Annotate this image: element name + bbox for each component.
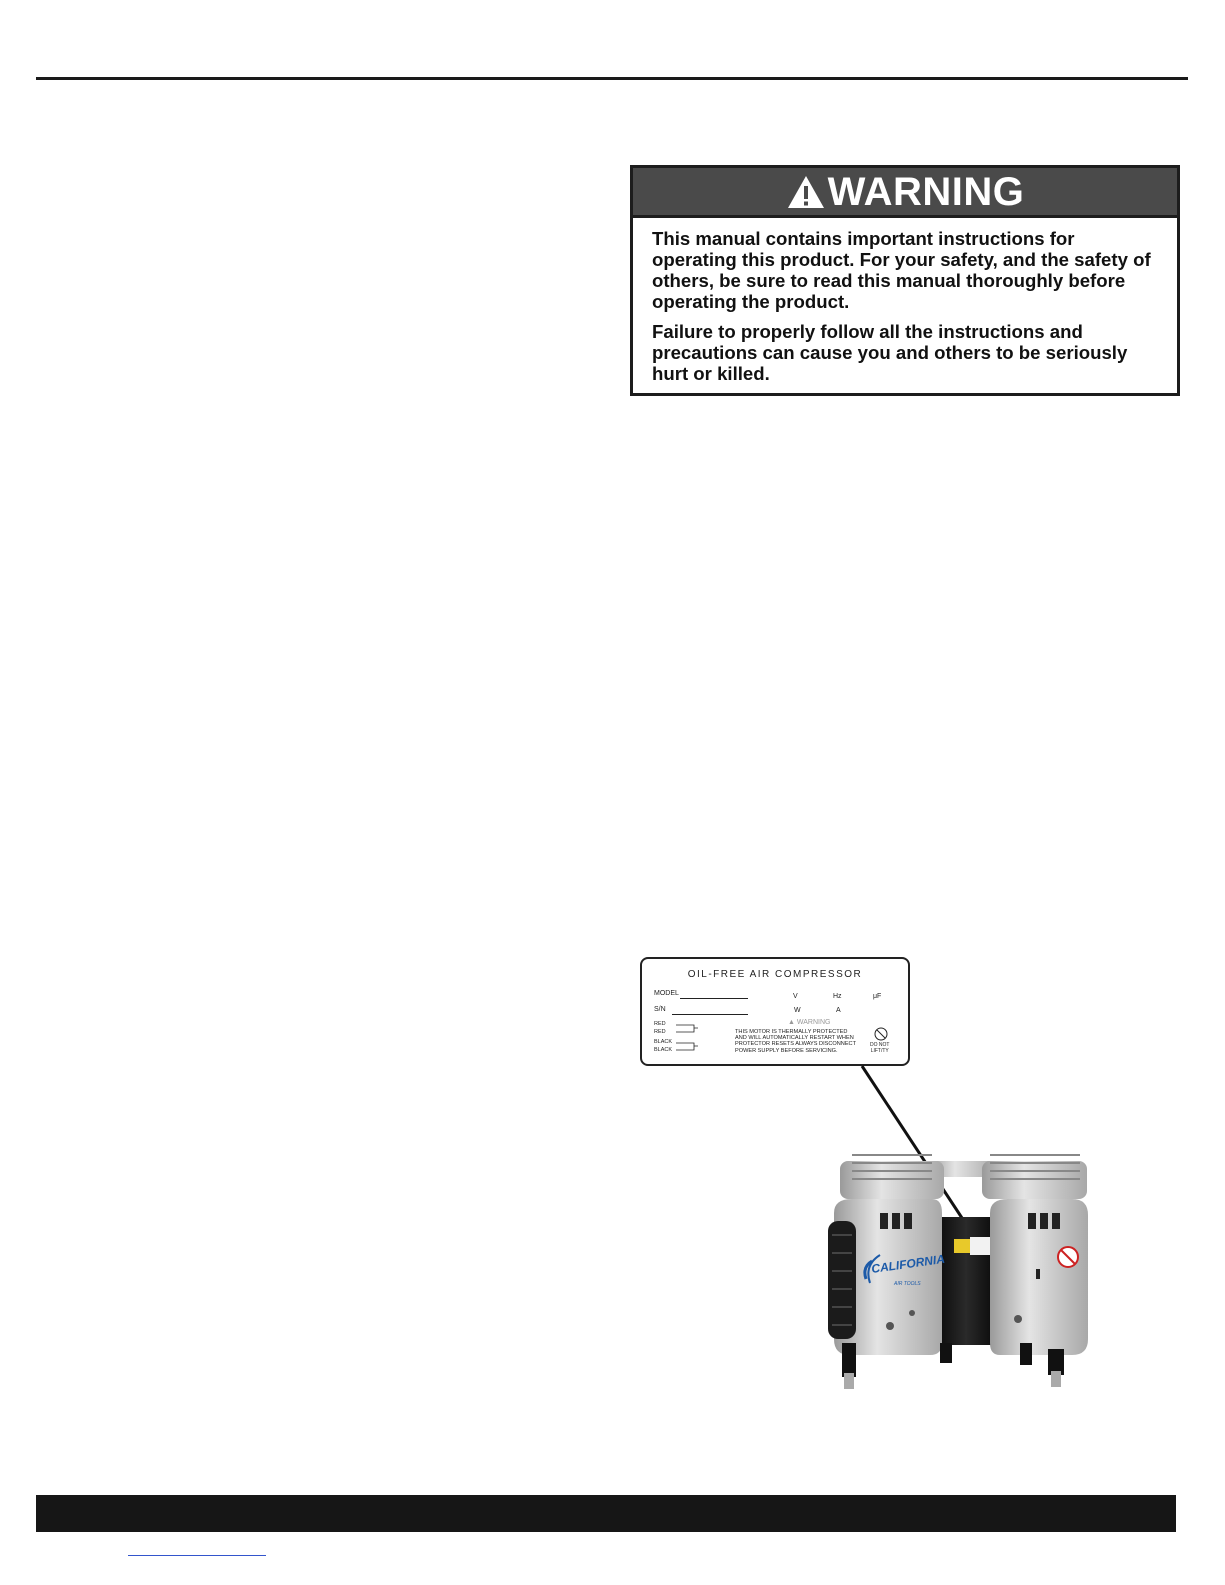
pump-brand-text: CALIFORNIA <box>870 1251 946 1276</box>
volts-label: V <box>793 993 798 1000</box>
warning-paragraph-2: Failure to properly follow all the instructions and precautions can cause you and others to be seriously hurt or killed. <box>652 321 1128 384</box>
no-lift-label: DO NOT LIFT/TY <box>870 1042 890 1054</box>
wiring-diagram <box>674 1021 702 1055</box>
warning-body <box>633 218 1177 384</box>
hertz-label: Hz <box>833 993 842 1000</box>
microfarad-label: μF <box>873 993 882 1000</box>
model-line <box>680 998 748 999</box>
label-warning-header: ▲ WARNING <box>788 1019 831 1026</box>
wire-label-2: RED <box>654 1029 666 1035</box>
serial-line <box>672 1014 748 1015</box>
amps-label: A <box>836 1007 841 1014</box>
label-plate-title: OIL-FREE AIR COMPRESSOR <box>687 969 863 980</box>
wire-label-3: BLACK <box>654 1039 673 1045</box>
pump-brand-subtext: AIR TOOLS <box>894 1281 921 1287</box>
no-lift-icon <box>874 1027 888 1041</box>
warning-paragraph-1: This manual contains important instructions for operating this product. For your safety, and the safety of others, be sure to read this manual thoroughly before operating the product. <box>652 228 1151 312</box>
warning-title: WARNING <box>827 169 1025 214</box>
warning-header <box>633 168 1177 218</box>
warning-box <box>630 165 1180 396</box>
serial-label: S/N <box>654 1006 666 1013</box>
wire-label-4: BLACK <box>654 1047 673 1053</box>
footer-link-underline[interactable] <box>128 1555 266 1556</box>
model-label: MODEL <box>654 990 679 997</box>
watts-label: W <box>794 1007 801 1014</box>
footer-bar <box>36 1495 1176 1532</box>
wire-label-1: RED <box>654 1021 666 1027</box>
label-warning-text: THIS MOTOR IS THERMALLY PROTECTED AND WILL AUTOMATICALLY RESTART WHEN PROTECTOR RESETS ALWAYS DISCONNECT POWER SUPPLY BEFORE SERVICING. <box>735 1029 857 1054</box>
top-rule <box>36 77 1188 80</box>
warning-triangle-icon <box>786 174 826 210</box>
compressor-pump-image <box>822 1143 1100 1399</box>
compressor-label-plate <box>640 957 910 1066</box>
